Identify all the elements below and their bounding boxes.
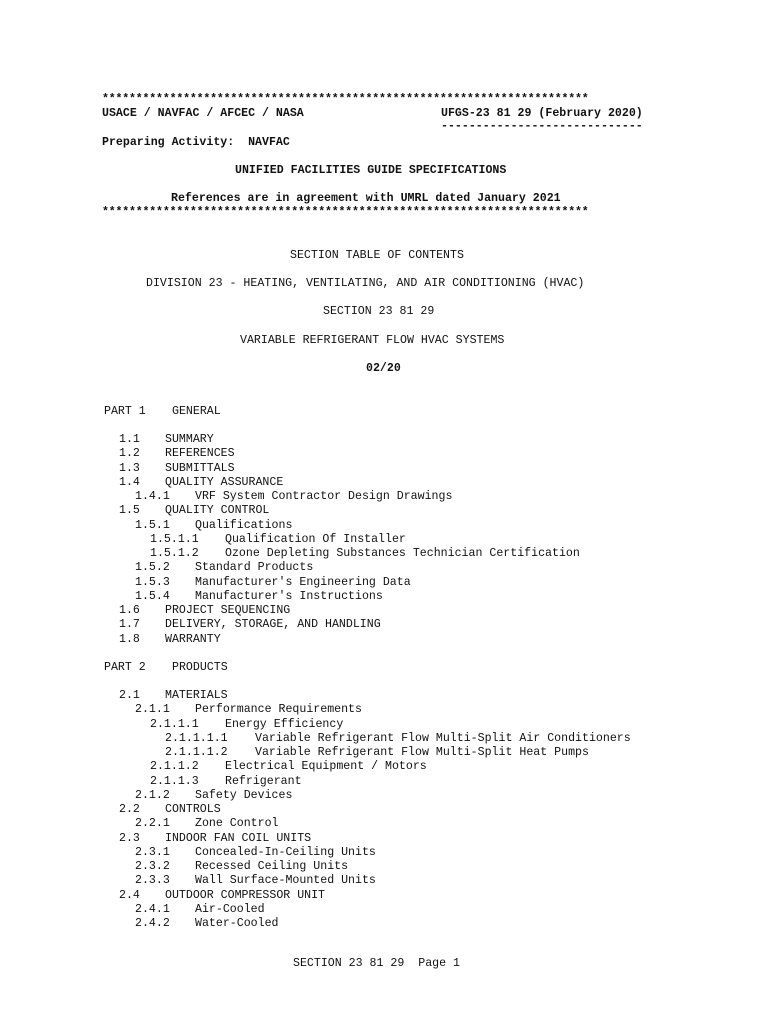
toc-entry-title: Safety Devices xyxy=(195,789,293,802)
toc-entry-title: OUTDOOR COMPRESSOR UNIT xyxy=(165,889,326,902)
part1-number: PART 1 xyxy=(104,405,146,418)
toc-entry-number: 2.4 xyxy=(119,889,140,902)
part1-title: GENERAL xyxy=(172,405,221,418)
toc-entry-number: 1.5.1.1 xyxy=(150,533,199,546)
toc-entry-number: 2.1.1.1 xyxy=(150,718,199,731)
toc-entry-number: 1.1 xyxy=(119,433,140,446)
toc-entry-number: 1.7 xyxy=(119,618,140,631)
toc-entry-title: Zone Control xyxy=(195,817,279,830)
toc-entry-number: 1.8 xyxy=(119,633,140,646)
spec-id-underline: ----------------------------- xyxy=(441,120,643,133)
toc-entry-number: 2.1 xyxy=(119,689,140,702)
page-footer: SECTION 23 81 29 Page 1 xyxy=(293,957,460,970)
toc-entry-number: 1.5.1.2 xyxy=(150,547,199,560)
toc-entry-title: SUBMITTALS xyxy=(165,462,235,475)
toc-entry-number: 1.3 xyxy=(119,462,140,475)
toc-entry-title: Manufacturer's Instructions xyxy=(195,590,383,603)
toc-entry-number: 2.3.3 xyxy=(135,874,170,887)
toc-entry-title: REFERENCES xyxy=(165,447,235,460)
toc-entry-number: 2.3.2 xyxy=(135,860,170,873)
toc-entry-title: Air-Cooled xyxy=(195,903,265,916)
toc-entry-title: Wall Surface-Mounted Units xyxy=(195,874,376,887)
toc-title: SECTION TABLE OF CONTENTS xyxy=(290,249,464,262)
toc-entry-title: VRF System Contractor Design Drawings xyxy=(195,490,453,503)
toc-entry-title: Ozone Depleting Substances Technician Certification xyxy=(225,547,580,560)
toc-entry-number: 2.3 xyxy=(119,832,140,845)
section-name: VARIABLE REFRIGERANT FLOW HVAC SYSTEMS xyxy=(240,334,505,347)
toc-entry-title: Qualification Of Installer xyxy=(225,533,406,546)
toc-entry-number: 1.6 xyxy=(119,604,140,617)
toc-entry-title: Refrigerant xyxy=(225,775,302,788)
header-stars-top: ************************************************************************ xyxy=(102,93,589,106)
toc-entry-title: Manufacturer's Engineering Data xyxy=(195,576,411,589)
toc-entry-number: 2.1.1.1.2 xyxy=(165,746,228,759)
section-number: SECTION 23 81 29 xyxy=(323,305,435,318)
toc-entry-number: 1.4.1 xyxy=(135,490,170,503)
references-note: References are in agreement with UMRL dated January 2021 xyxy=(171,192,561,205)
toc-entry-title: DELIVERY, STORAGE, AND HANDLING xyxy=(165,618,381,631)
toc-entry-title: Energy Efficiency xyxy=(225,718,344,731)
toc-entry-title: MATERIALS xyxy=(165,689,228,702)
toc-entry-number: 1.5 xyxy=(119,504,140,517)
toc-entry-number: 1.4 xyxy=(119,476,140,489)
toc-entry-title: Variable Refrigerant Flow Multi-Split Air Conditioners xyxy=(255,732,631,745)
toc-entry-number: 2.3.1 xyxy=(135,846,170,859)
toc-entry-number: 2.1.1 xyxy=(135,703,170,716)
toc-entry-title: Electrical Equipment / Motors xyxy=(225,760,427,773)
toc-entry-title: CONTROLS xyxy=(165,803,221,816)
toc-entry-title: WARRANTY xyxy=(165,633,221,646)
preparing-activity: Preparing Activity: NAVFAC xyxy=(102,136,290,149)
header-stars-bottom: ************************************************************************ xyxy=(102,206,589,219)
toc-entry-title: Water-Cooled xyxy=(195,917,279,930)
toc-entry-title: QUALITY ASSURANCE xyxy=(165,476,284,489)
toc-entry-title: INDOOR FAN COIL UNITS xyxy=(165,832,312,845)
toc-entry-title: Concealed-In-Ceiling Units xyxy=(195,846,376,859)
division-title: DIVISION 23 - HEATING, VENTILATING, AND AIR CONDITIONING (HVAC) xyxy=(146,277,585,290)
toc-entry-number: 2.4.1 xyxy=(135,903,170,916)
part2-title: PRODUCTS xyxy=(172,661,228,674)
toc-entry-number: 2.1.1.2 xyxy=(150,760,199,773)
section-date: 02/20 xyxy=(366,362,401,375)
toc-entry-number: 2.2 xyxy=(119,803,140,816)
toc-entry-title: Variable Refrigerant Flow Multi-Split Heat Pumps xyxy=(255,746,589,759)
agencies-label: USACE / NAVFAC / AFCEC / NASA xyxy=(102,107,304,120)
toc-entry-number: 1.5.3 xyxy=(135,576,170,589)
toc-entry-title: Recessed Ceiling Units xyxy=(195,860,349,873)
toc-entry-number: 2.1.1.1.1 xyxy=(165,732,228,745)
toc-entry-title: SUMMARY xyxy=(165,433,214,446)
toc-entry-number: 2.2.1 xyxy=(135,817,170,830)
toc-entry-title: PROJECT SEQUENCING xyxy=(165,604,291,617)
toc-entry-title: Standard Products xyxy=(195,561,314,574)
guide-title: UNIFIED FACILITIES GUIDE SPECIFICATIONS xyxy=(235,164,507,177)
toc-entry-title: Qualifications xyxy=(195,519,293,532)
toc-entry-number: 2.4.2 xyxy=(135,917,170,930)
toc-entry-number: 1.5.4 xyxy=(135,590,170,603)
part2-number: PART 2 xyxy=(104,661,146,674)
toc-entry-number: 1.5.1 xyxy=(135,519,170,532)
toc-entry-number: 2.1.1.3 xyxy=(150,775,199,788)
toc-entry-number: 1.5.2 xyxy=(135,561,170,574)
toc-entry-number: 1.2 xyxy=(119,447,140,460)
toc-entry-title: QUALITY CONTROL xyxy=(165,504,270,517)
toc-entry-number: 2.1.2 xyxy=(135,789,170,802)
toc-entry-title: Performance Requirements xyxy=(195,703,362,716)
spec-id-label: UFGS-23 81 29 (February 2020) xyxy=(441,107,643,120)
